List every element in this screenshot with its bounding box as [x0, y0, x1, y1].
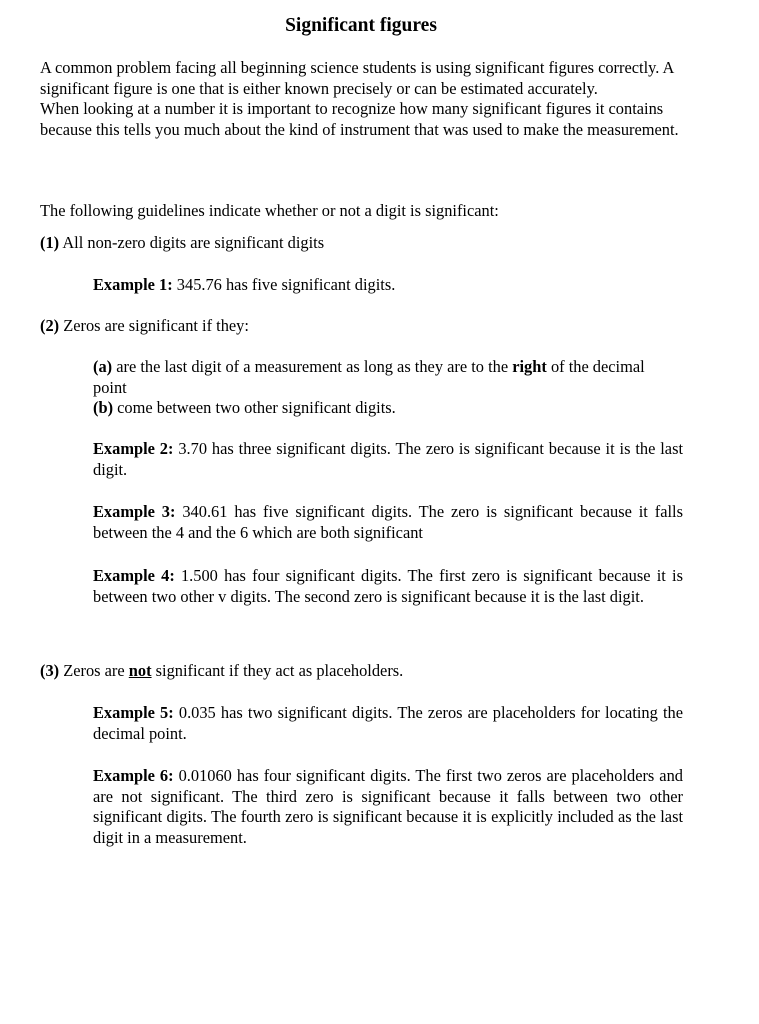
example-4-text: 1.500 has four significant digits. The first zero is significant because it is between two other v digits. The second zero is significant because it is the last digit. [93, 566, 683, 606]
example-1 [93, 275, 683, 296]
intro-paragraph-1: A common problem facing all beginning science students is using significant figures correctly. A significant figure is one that is either known precisely or can be estimated accurately. [40, 58, 674, 98]
example-1-text: 345.76 has five significant digits. [176, 275, 396, 294]
example-3 [93, 502, 683, 543]
rule-3-text-before: Zeros are [63, 661, 125, 680]
guidelines-intro: The following guidelines indicate whether or not a digit is significant: [40, 201, 499, 220]
rule-3 [40, 661, 720, 682]
rule-3-number: (3) [40, 661, 60, 680]
example-2 [93, 439, 683, 480]
example-6-label: Example 6: [93, 766, 174, 785]
example-6-text: 0.01060 has four significant digits. The first two zeros are placeholders and are not significant. The third zero is significant because it falls between two other significant digits. The fourth zero is significant because it is explicitly included as the last digit in a measurement. [93, 766, 683, 847]
rule-2-list [93, 357, 653, 419]
example-1-label: Example 1: [93, 275, 173, 294]
example-5 [93, 703, 683, 744]
rule-2-text: Zeros are significant if they: [63, 316, 249, 335]
rule-2-number: (2) [40, 316, 60, 335]
rule-2-item-b [93, 398, 653, 419]
rule-1-text: All non-zero digits are significant digits [62, 233, 325, 252]
example-3-label: Example 3: [93, 502, 176, 521]
page-title: Significant figures [285, 15, 437, 36]
rule-2-item-a-text-after: of the decimal point [93, 357, 645, 397]
intro-paragraph-2: When looking at a number it is important to recognize how many significant figures it contains because this tells you much about the kind of instrument that was used to make the measurement. [40, 99, 679, 139]
example-5-label: Example 5: [93, 703, 174, 722]
rule-3-text-after: significant if they act as placeholders. [155, 661, 404, 680]
example-5-text: 0.035 has two significant digits. The zeros are placeholders for locating the decimal point. [93, 703, 683, 743]
rule-2-item-a-emphasis: right [512, 357, 547, 376]
rule-2 [40, 316, 720, 337]
rule-1 [40, 233, 720, 254]
example-4 [93, 566, 683, 607]
rule-2-item-a-label: (a) [93, 357, 113, 376]
rule-2-item-a [93, 357, 653, 398]
example-6 [93, 766, 683, 848]
intro-section [40, 58, 690, 140]
example-2-text: 3.70 has three significant digits. The zero is significant because it is the last digit. [93, 439, 683, 479]
example-4-label: Example 4: [93, 566, 175, 585]
example-3-text: 340.61 has five significant digits. The zero is significant because it falls between the 4 and the 6 which are both significant [93, 502, 683, 542]
rule-1-number: (1) [40, 233, 60, 252]
example-2-label: Example 2: [93, 439, 174, 458]
rule-3-emphasis: not [128, 661, 152, 680]
rule-2-item-b-text: come between two other significant digits. [117, 398, 396, 417]
rule-2-item-b-label: (b) [93, 398, 114, 417]
rule-2-item-a-text-before: are the last digit of a measurement as long as they are to the [116, 357, 509, 376]
